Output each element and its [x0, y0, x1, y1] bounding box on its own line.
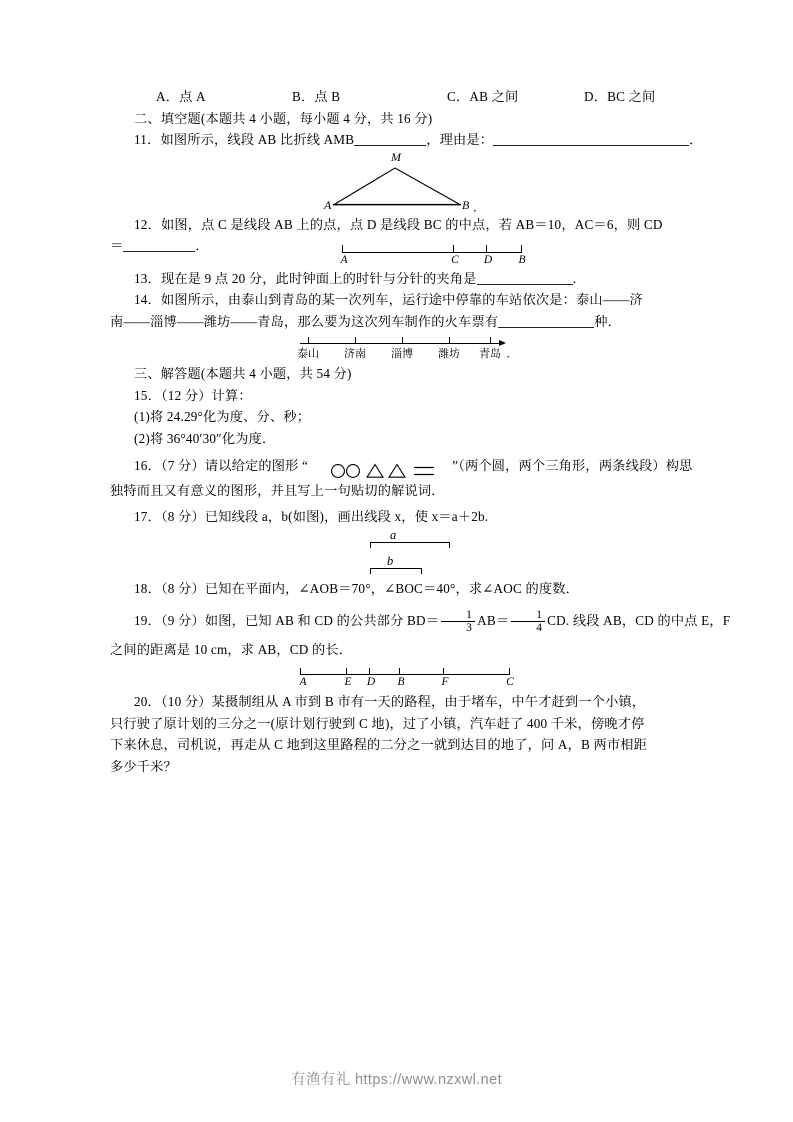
question-11-blank-1[interactable] [354, 145, 426, 146]
question-16-text-after: ”（两个圆，两个三角形，两条线段）构思 [452, 458, 693, 473]
question-12-period: ． [195, 238, 209, 253]
question-15-sub-1: (1)将 24.29°化为度、分、秒； [134, 409, 311, 424]
question-16-text-before: （7 分）请以给定的图形 “ [160, 458, 309, 473]
fraction-denominator-1: 3 [441, 621, 475, 634]
segment-b-label: b [387, 553, 394, 568]
railway-station-label-1: 泰山 [297, 348, 319, 360]
triangle-vertex-label-m: M [391, 149, 401, 164]
segment-label-a: A [340, 253, 348, 266]
question-12-number: 12． [134, 216, 161, 232]
fraction-numerator-2: 1 [536, 608, 543, 621]
segment-label-a2: A [299, 676, 307, 689]
question-20-line-3: 下来休息，司机说，再走从 C 地到这里路程的二分之一就到达目的地了，问 A，B 两市相距 [110, 737, 648, 753]
question-20-line-2: 只行驶了原计划的三分之一(原计划行驶到 C 地)，过了小镇，汽车赶了 400 千米，傍晚才停 [110, 715, 645, 731]
section-heading-fill-in-blanks: 二、填空题(本题共 4 小题，每小题 4 分，共 16 分) [134, 110, 433, 126]
segment-acdb-line [342, 252, 522, 253]
question-17 [112, 506, 682, 528]
segment-a-label: a [390, 527, 397, 542]
circle-icon-2 [347, 465, 360, 478]
choice-option-d[interactable]: D．BC 之间 [584, 89, 656, 104]
question-14-text-2: 南——淄博——潍坊——青岛，那么要为这次列车制作的火车票有 [110, 313, 499, 329]
question-15-head [112, 385, 682, 407]
question-17-text: （8 分）已知线段 a，b(如图)，画出线段 x，使 x＝a＋2b. [160, 509, 489, 524]
question-13-number: 13． [134, 270, 161, 286]
segment-tick-c [453, 245, 454, 253]
question-17-number: 17． [134, 509, 161, 524]
segment-tick-c2 [509, 668, 510, 675]
question-11-text-mid: ，理由是： [426, 132, 494, 147]
section-heading-solutions: 三、解答题(本题共 4 小题，共 54 分) [134, 366, 352, 381]
segment-label-b: B [518, 253, 526, 266]
footer-watermark: 有渔有礼 https://www.nzxwl.net [290, 1072, 503, 1088]
choice-option-b[interactable]: B．点 B [292, 89, 341, 104]
question-11-blank-2[interactable] [493, 145, 689, 146]
question-19-number: 19． [134, 613, 161, 628]
segment-tick-e [346, 668, 347, 675]
fraction-denominator-2: 4 [511, 621, 545, 634]
question-19-line-2: 之间的距离是 10 cm，求 AB，CD 的长． [110, 641, 353, 657]
railway-station-label-2: 济南 [344, 348, 366, 360]
choice-option-c[interactable]: C．AB 之间 [447, 89, 519, 104]
segment-b-line [370, 568, 422, 569]
segment-tick-a2 [300, 668, 301, 675]
railway-station-label-4: 潍坊 [438, 348, 460, 360]
segment-label-d2: D [366, 676, 376, 689]
segment-label-b2: B [397, 676, 405, 689]
railway-tick-5 [490, 337, 491, 344]
segment-tick-d2 [369, 668, 370, 675]
question-12-line-1 [112, 214, 682, 236]
question-13-text-after: ． [572, 270, 586, 286]
fraction-one-fourth [511, 609, 545, 635]
circle-icon-1 [332, 465, 345, 478]
question-20-line-1 [112, 691, 682, 713]
railway-trailing-period: ． [506, 348, 518, 360]
segment-label-c: C [451, 253, 459, 266]
figure-segments-ab [370, 527, 682, 574]
triangle-vertex-label-a: A [324, 197, 332, 212]
segment-tick-b [521, 245, 522, 253]
question-19-text-b: AB＝ [477, 613, 510, 628]
question-20-text-1: （10 分）某摄制组从 A 市到 B 市有一天的路程，由于堵车，中午才赶到一个小镇， [160, 694, 646, 710]
segment-label-e: E [344, 676, 352, 689]
segment-a-cap-right [449, 542, 450, 548]
question-15-sub-2: (2)将 36°40′30″化为度． [134, 430, 276, 446]
segment-tick-d [486, 245, 487, 253]
question-14-text-3: 种． [594, 313, 622, 329]
fraction-numerator-1: 1 [466, 608, 473, 621]
question-20-line-4: 多少千米？ [110, 758, 177, 774]
triangle-vertex-label-b: B [462, 197, 470, 212]
railway-station-label-5: 青岛 [479, 348, 501, 360]
choice-option-a[interactable]: A．点 A [156, 89, 206, 104]
triangle-icon-1 [367, 464, 383, 477]
question-18-text: （8 分）已知在平面内，∠AOB＝70°，∠BOC＝40°，求∠AOC 的度数． [160, 580, 580, 596]
shapes-svg [330, 462, 452, 478]
question-19-text-c: CD. 线段 AB，CD 的中点 E，F [547, 613, 731, 628]
segment-label-f: F [441, 676, 449, 689]
question-13-blank[interactable] [477, 284, 573, 285]
question-19-line-1 [112, 608, 731, 635]
figure-triangle-amb [307, 149, 487, 214]
segment-b-group [370, 553, 460, 574]
question-16-line-2: 独特而且又有意义的图形，并且写上一句贴切的解说词． [110, 482, 445, 498]
question-20-number: 20． [134, 694, 161, 710]
question-16-line-1 [112, 455, 693, 480]
question-19-text-a: （9 分）如图，已知 AB 和 CD 的公共部分 BD＝ [160, 613, 440, 628]
question-13 [112, 268, 682, 290]
question-18-number: 18． [134, 580, 161, 596]
figure-segment-acdb [340, 241, 526, 267]
question-11 [112, 129, 703, 151]
choice-row [112, 86, 682, 108]
question-15-number: 15． [134, 387, 161, 403]
segment-label-c2: C [506, 676, 514, 689]
figure-railway-line [297, 334, 518, 362]
question-14-line-1 [112, 289, 682, 311]
question-16-shape-glyphs [308, 458, 452, 480]
segment-b-cap-right [421, 568, 422, 574]
segment-tick-b2 [399, 668, 400, 675]
triangle-icon-2 [389, 464, 405, 477]
question-11-text-after: ． [689, 132, 703, 147]
question-11-text-before: 如图所示，线段 AB 比折线 AMB [160, 132, 355, 147]
question-14-number: 14． [134, 292, 161, 307]
question-12-blank[interactable] [123, 251, 195, 252]
railway-station-label-3: 淄博 [391, 348, 413, 360]
segment-a-cap-left [370, 542, 371, 548]
question-14-text-1: 如图所示，由泰山到青岛的某一次列车，运行途中停靠的车站依次是：泰山——济 [160, 292, 643, 307]
segment-b-cap-left [370, 568, 371, 574]
segment-aedbfc-line [300, 674, 510, 675]
segment-a-group [370, 527, 460, 548]
question-15-text: （12 分）计算： [160, 387, 252, 403]
railway-tick-1 [308, 337, 309, 344]
fraction-one-third [441, 609, 475, 635]
railway-line-axis [300, 343, 500, 344]
exam-content [110, 86, 731, 777]
question-11-number: 11． [134, 132, 161, 147]
question-12-equals: ＝ [110, 238, 124, 253]
question-12-text: 如图，点 C 是线段 AB 上的点，点 D 是线段 BC 的中点，若 AB＝10，AC＝6，则 CD [160, 216, 663, 232]
railway-tick-3 [402, 337, 403, 344]
railway-tick-4 [449, 337, 450, 344]
railway-tick-2 [355, 337, 356, 344]
figure-segment-aedbfc [299, 663, 514, 689]
segment-a-line [370, 542, 450, 543]
question-14-line-2 [110, 311, 682, 333]
question-16-number: 16． [134, 458, 161, 473]
question-13-text-before: 现在是 9 点 20 分，此时钟面上的时针与分针的夹角是 [160, 270, 477, 286]
segment-tick-a [342, 245, 343, 253]
segment-tick-f [443, 668, 444, 675]
question-18 [112, 578, 682, 600]
question-14-blank[interactable] [498, 327, 594, 328]
triangle-trailing-period: ． [473, 199, 486, 214]
segment-label-d: D [483, 253, 493, 266]
